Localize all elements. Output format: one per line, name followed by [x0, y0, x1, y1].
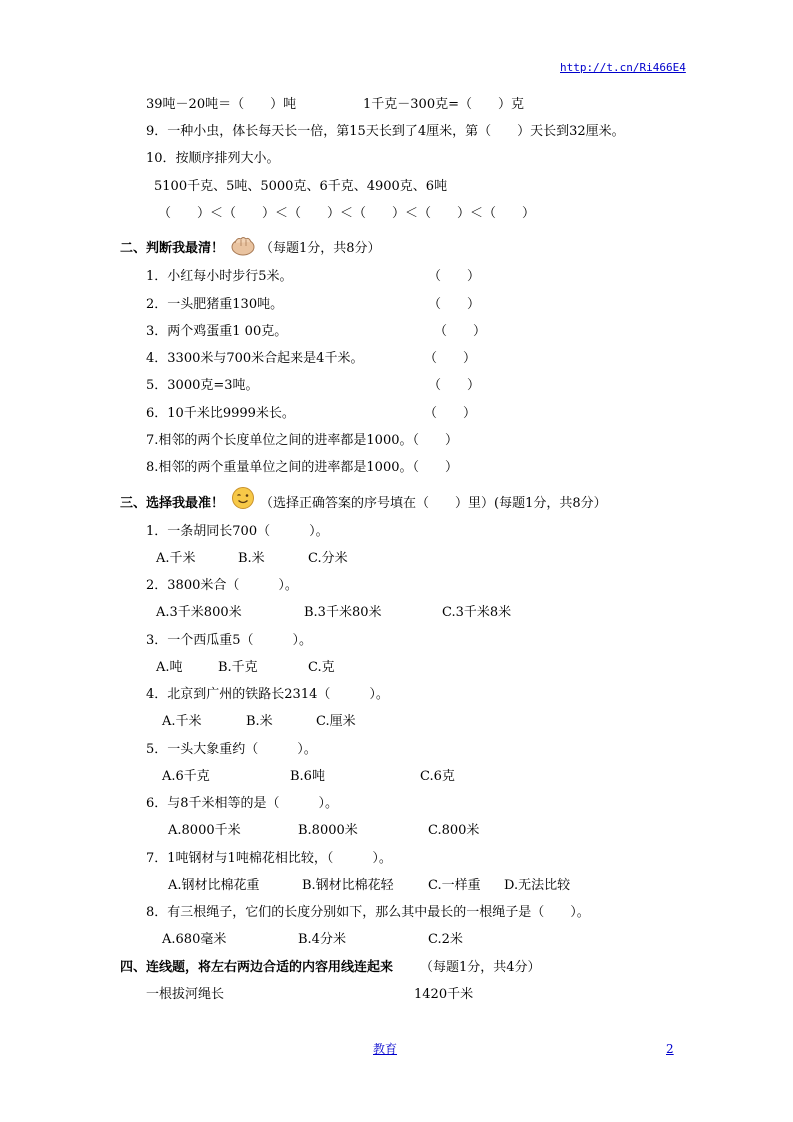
choice-7-option-a[interactable]: A.钢材比棉花重 [168, 878, 260, 893]
choice-4-option-a[interactable]: A.千米 [162, 714, 202, 729]
judge-item-5: 5．3000克=3吨。 [146, 378, 259, 393]
choice-question-1: 1．一条胡同长700（ ）。 [146, 524, 329, 539]
choice-3-option-a[interactable]: A.吨 [156, 660, 183, 675]
choice-question-7: 7．1吨钢材与1吨棉花相比较，（ ）。 [146, 851, 392, 866]
choice-3-option-c[interactable]: C.克 [308, 660, 335, 675]
question-9: 9．一种小虫，体长每天长一倍，第15天长到了4厘米，第（ ）天长到32厘米。 [146, 124, 625, 139]
judge-item-1: 1．小红每小时步行5米。 [146, 269, 293, 284]
choice-1-option-a[interactable]: A.千米 [156, 551, 196, 566]
judge-paren-5[interactable]: （ ） [428, 378, 481, 393]
choice-question-3: 3．一个西瓜重5（ ）。 [146, 633, 313, 648]
choice-question-6: 6．与8千米相等的是（ ）。 [146, 796, 339, 811]
fill-blank-tons: 39吨－20吨＝（ ）吨 [146, 97, 297, 112]
choice-4-option-c[interactable]: C.厘米 [316, 714, 356, 729]
choice-question-8: 8．有三根绳子，它们的长度分别如下，那么其中最长的一根绳子是（ ）。 [146, 905, 590, 920]
judge-item-4: 4．3300米与700米合起来是4千米。 [146, 351, 364, 366]
choice-7-option-c[interactable]: C.一样重 [428, 878, 481, 893]
judge-item-6: 6．10千米比9999米长。 [146, 406, 295, 421]
section-2-title: 二、判断我最清！ [120, 241, 225, 256]
judge-item-3: 3．两个鸡蛋重1 00克。 [146, 324, 288, 339]
choice-8-option-a[interactable]: A.680毫米 [162, 932, 227, 947]
choice-2-option-c[interactable]: C.3千米8米 [442, 605, 512, 620]
judge-item-7: 7.相邻的两个长度单位之间的进率都是1000。（ ） [146, 433, 458, 448]
choice-7-option-d[interactable]: D.无法比较 [504, 878, 571, 893]
section-4-title: 四、连线题，将左右两边合适的内容用线连起来 [120, 960, 394, 975]
choice-6-option-c[interactable]: C.800米 [428, 823, 480, 838]
judge-paren-4[interactable]: （ ） [424, 351, 477, 366]
choice-5-option-a[interactable]: A.6千克 [162, 769, 210, 784]
judge-paren-3[interactable]: （ ） [434, 324, 487, 339]
question-10-blanks: （ ）＜（ ）＜（ ）＜（ ）＜（ ）＜（ ） [158, 206, 536, 221]
fist-emoji-icon [230, 233, 256, 257]
judge-paren-6[interactable]: （ ） [424, 406, 477, 421]
judge-paren-2[interactable]: （ ） [428, 297, 481, 312]
footer-link[interactable]: 教育 [373, 1042, 398, 1056]
choice-2-option-b[interactable]: B.3千米80米 [304, 605, 382, 620]
header-url-link[interactable]: http://t.cn/Ri466E4 [560, 61, 686, 74]
choice-8-option-b[interactable]: B.4分米 [298, 932, 346, 947]
match-left-item[interactable]: 一根拔河绳长 [146, 987, 225, 1002]
choice-5-option-c[interactable]: C.6克 [420, 769, 455, 784]
choice-3-option-b[interactable]: B.千克 [218, 660, 258, 675]
judge-item-2: 2．一头肥猪重130吨。 [146, 297, 284, 312]
choice-1-option-b[interactable]: B.米 [238, 551, 265, 566]
question-10-items: 5100千克、5吨、5000克、6千克、4900克、6吨 [154, 179, 448, 194]
question-10: 10．按顺序排列大小。 [146, 151, 280, 166]
choice-1-option-c[interactable]: C.分米 [308, 551, 348, 566]
choice-question-5: 5．一头大象重约（ ）。 [146, 742, 317, 757]
wink-emoji-icon [231, 486, 255, 510]
choice-6-option-b[interactable]: B.8000米 [298, 823, 358, 838]
judge-paren-1[interactable]: （ ） [428, 269, 481, 284]
choice-question-4: 4．北京到广州的铁路长2314（ ）。 [146, 687, 389, 702]
match-right-item[interactable]: 1420千米 [414, 987, 474, 1002]
section-4-note: （每题1分，共4分） [420, 960, 541, 975]
section-3-title: 三、选择我最准！ [120, 496, 225, 511]
choice-4-option-b[interactable]: B.米 [246, 714, 273, 729]
judge-item-8: 8.相邻的两个重量单位之间的进率都是1000。（ ） [146, 460, 458, 475]
choice-5-option-b[interactable]: B.6吨 [290, 769, 325, 784]
fill-blank-grams: 1千克－300克=（ ）克 [363, 97, 524, 112]
section-2-note: （每题1分，共8分） [260, 241, 381, 256]
page-number: 2 [666, 1042, 674, 1056]
choice-question-2: 2．3800米合（ ）。 [146, 578, 298, 593]
choice-8-option-c[interactable]: C.2米 [428, 932, 463, 947]
choice-7-option-b[interactable]: B.钢材比棉花轻 [302, 878, 394, 893]
choice-2-option-a[interactable]: A.3千米800米 [156, 605, 242, 620]
section-3-note: （选择正确答案的序号填在（ ）里）(每题1分，共8分） [260, 496, 607, 511]
choice-6-option-a[interactable]: A.8000千米 [168, 823, 241, 838]
